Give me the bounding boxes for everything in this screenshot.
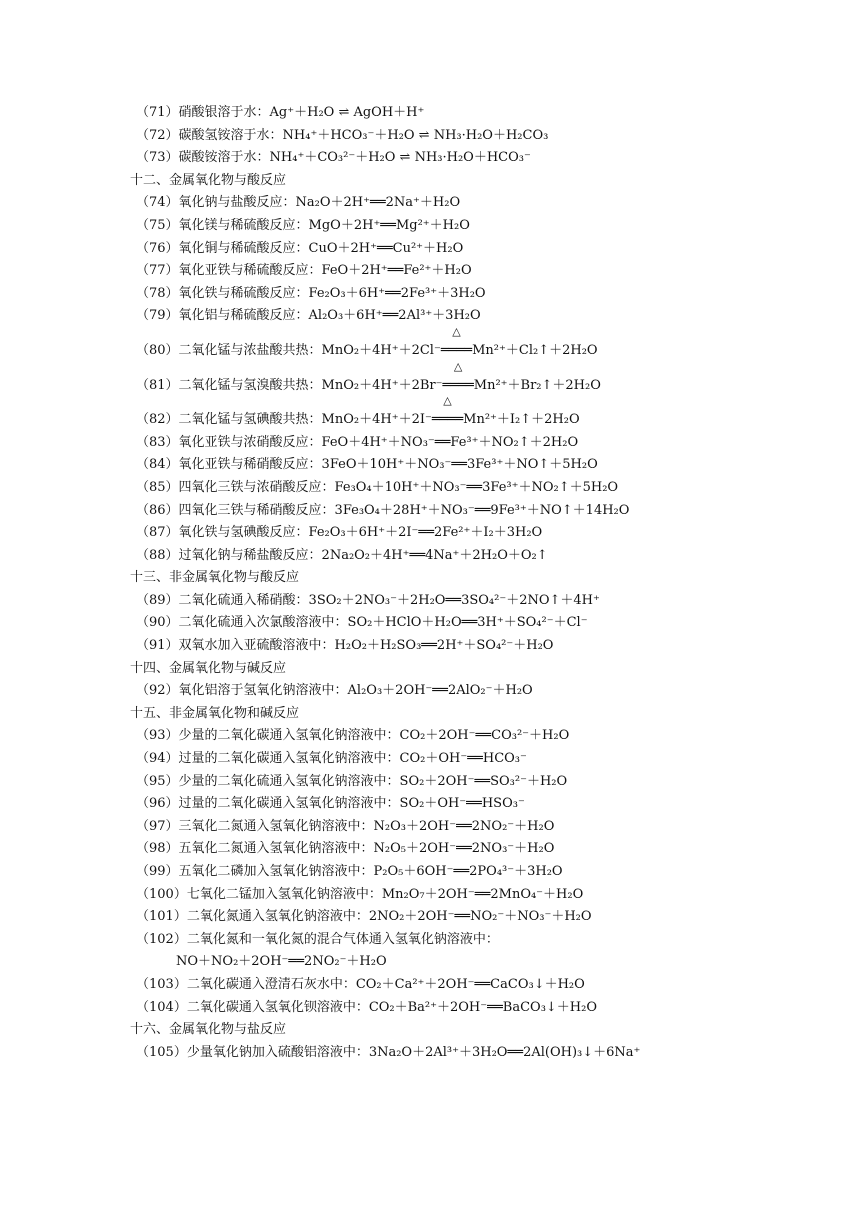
equation-continuation: NO＋NO₂＋2OH⁻══2NO₂⁻＋H₂O	[176, 954, 387, 970]
equation-line: （90）二氧化硫通入次氯酸溶液中：SO₂＋HClO＋H₂O══3H⁺＋SO₄²⁻＋Cl⁻	[136, 615, 588, 631]
equation-line: （84）氧化亚铁与稀硝酸反应：3FeO＋10H⁺＋NO₃⁻══3Fe³⁺＋NO↑＋5H₂O	[136, 457, 598, 473]
equation-line: （103）二氧化碳通入澄清石灰水中：CO₂＋Ca²⁺＋2OH⁻══CaCO₃↓＋H₂O	[136, 976, 585, 992]
equation-line: （99）五氧化二磷加入氢氧化钠溶液中：P₂O₅＋6OH⁻══2PO₄³⁻＋3H₂O	[136, 864, 563, 879]
equation-line: （100）七氧化二锰加入氢氧化钠溶液中：Mn₂O₇＋2OH⁻══2MnO₄⁻＋H₂O	[136, 886, 584, 902]
equation-line: （97）三氧化二氮通入氢氧化钠溶液中：N₂O₃＋2OH⁻══2NO₂⁻＋H₂O	[136, 818, 555, 834]
equation-line: （75）氧化镁与稀硫酸反应：MgO＋2H⁺══Mg²⁺＋H₂O	[136, 217, 470, 233]
document-body	[130, 102, 836, 1064]
section-heading: 十二、金属氧化物与酸反应	[130, 172, 287, 188]
equation-reactants: （81）二氧化锰与氢溴酸共热：MnO₂＋4H⁺＋2Br⁻	[136, 377, 443, 393]
heat-symbol: △	[453, 359, 463, 373]
equation-line-heated	[136, 324, 836, 363]
equation-line: （85）四氧化三铁与浓硝酸反应：Fe₃O₄＋10H⁺＋NO₃⁻══3Fe³⁺＋NO₂↑＋5H₂O	[136, 479, 619, 495]
equals-sign: ════	[431, 412, 464, 428]
equation-line: （88）过氧化钠与稀盐酸反应：2Na₂O₂＋4H⁺══4Na⁺＋2H₂O＋O₂↑	[136, 547, 548, 563]
equation-line: （93）少量的二氧化碳通入氢氧化钠溶液中：CO₂＋2OH⁻══CO₃²⁻＋H₂O	[136, 728, 570, 744]
equation-reactants: （80）二氧化锰与浓盐酸共热：MnO₂＋4H⁺＋2Cl⁻	[136, 342, 441, 358]
equation-line: （91）双氧水加入亚硫酸溶液中：H₂O₂＋H₂SO₃══2H⁺＋SO₄²⁻＋H₂O	[136, 638, 554, 654]
equation-line: （101）二氧化氮通入氢氧化钠溶液中：2NO₂＋2OH⁻══NO₂⁻＋NO₃⁻＋H₂O	[136, 909, 592, 925]
equation-line: （104）二氧化碳通入氢氧化钡溶液中：CO₂＋Ba²⁺＋2OH⁻══BaCO₃↓＋H₂O	[136, 999, 598, 1015]
equation-line: （73）碳酸铵溶于水：NH₄⁺＋CO₃²⁻＋H₂O ⇌ NH₃·H₂O＋HCO₃⁻	[136, 150, 531, 166]
equation-line: （83）氧化亚铁与浓硝酸反应：FeO＋4H⁺＋NO₃⁻══Fe³⁺＋NO₂↑＋2H₂O	[136, 434, 579, 450]
equation-line: （76）氧化铜与稀硫酸反应：CuO＋2H⁺══Cu²⁺＋H₂O	[136, 240, 464, 256]
equation-line: （92）氧化铝溶于氢氧化钠溶液中：Al₂O₃＋2OH⁻══2AlO₂⁻＋H₂O	[136, 683, 533, 699]
section-heading: 十四、金属氧化物与碱反应	[130, 660, 287, 676]
equation-line: （96）过量的二氧化碳通入氢氧化钠溶液中：SO₂＋OH⁻══HSO₃⁻	[136, 796, 525, 812]
equation-line-heated	[136, 359, 836, 398]
equation-products: Mn²⁺＋Br₂↑＋2H₂O	[473, 377, 601, 393]
section-heading: 十五、非金属氧化物和碱反应	[130, 705, 300, 721]
heat-symbol: △	[452, 324, 461, 338]
section-heading: 十六、金属氧化物与盐反应	[130, 1022, 287, 1038]
equation-line: （79）氧化铝与稀硫酸反应：Al₂O₃＋6H⁺══2Al³⁺＋3H₂O	[136, 308, 481, 324]
equation-line: （77）氧化亚铁与稀硫酸反应：FeO＋2H⁺══Fe²⁺＋H₂O	[136, 263, 472, 279]
equation-line: （95）少量的二氧化硫通入氢氧化钠溶液中：SO₂＋2OH⁻══SO₃²⁻＋H₂O	[136, 773, 568, 789]
equals-sign: ════	[440, 342, 473, 358]
equation-line: （78）氧化铁与稀硫酸反应：Fe₂O₃＋6H⁺══2Fe³⁺＋3H₂O	[136, 285, 486, 301]
equation-line: （105）少量氧化钠加入硫酸铝溶液中：3Na₂O＋2Al³⁺＋3H₂O══2Al(OH)₃↓＋6Na⁺	[136, 1044, 641, 1060]
equation-line: （102）二氧化氮和一氧化氮的混合气体通入氢氧化钠溶液中：	[136, 931, 499, 947]
equation-line: （71）硝酸银溶于水：Ag⁺＋H₂O ⇌ AgOH＋H⁺	[136, 105, 425, 120]
equation-line-heated	[136, 394, 836, 432]
equation-line: （89）二氧化硫通入稀硝酸：3SO₂＋2NO₃⁻＋2H₂O══3SO₄²⁻＋2NO↑＋4H⁺	[136, 592, 600, 608]
equation-line: （98）五氧化二氮通入氢氧化钠溶液中：N₂O₅＋2OH⁻══2NO₃⁻＋H₂O	[136, 841, 555, 857]
equation-line: （94）过量的二氧化碳通入氢氧化钠溶液中：CO₂＋OH⁻══HCO₃⁻	[136, 751, 527, 767]
heat-arrow	[431, 394, 464, 432]
equation-line: （87）氧化铁与氢碘酸反应：Fe₂O₃＋6H⁺＋2I⁻══2Fe²⁺＋I₂＋3H₂O	[136, 525, 543, 541]
equals-sign: ════	[442, 377, 474, 393]
equation-line: （74）氧化钠与盐酸反应：Na₂O＋2H⁺══2Na⁺＋H₂O	[136, 195, 461, 211]
equation-reactants: （82）二氧化锰与氢碘酸共热：MnO₂＋4H⁺＋2I⁻	[136, 412, 432, 428]
equation-line: （72）碳酸氢铵溶于水：NH₄⁺＋HCO₃⁻＋H₂O ⇌ NH₃·H₂O＋H₂CO₃	[136, 127, 549, 143]
equation-products: Mn²⁺＋I₂↑＋2H₂O	[463, 412, 580, 428]
heat-symbol: △	[443, 394, 452, 408]
equation-line: （86）四氧化三铁与稀硝酸反应：3Fe₃O₄＋28H⁺＋NO₃⁻══9Fe³⁺＋NO↑＋14H₂O	[136, 502, 630, 518]
section-heading: 十三、非金属氧化物与酸反应	[130, 570, 300, 586]
equation-products: Mn²⁺＋Cl₂↑＋2H₂O	[472, 342, 598, 358]
